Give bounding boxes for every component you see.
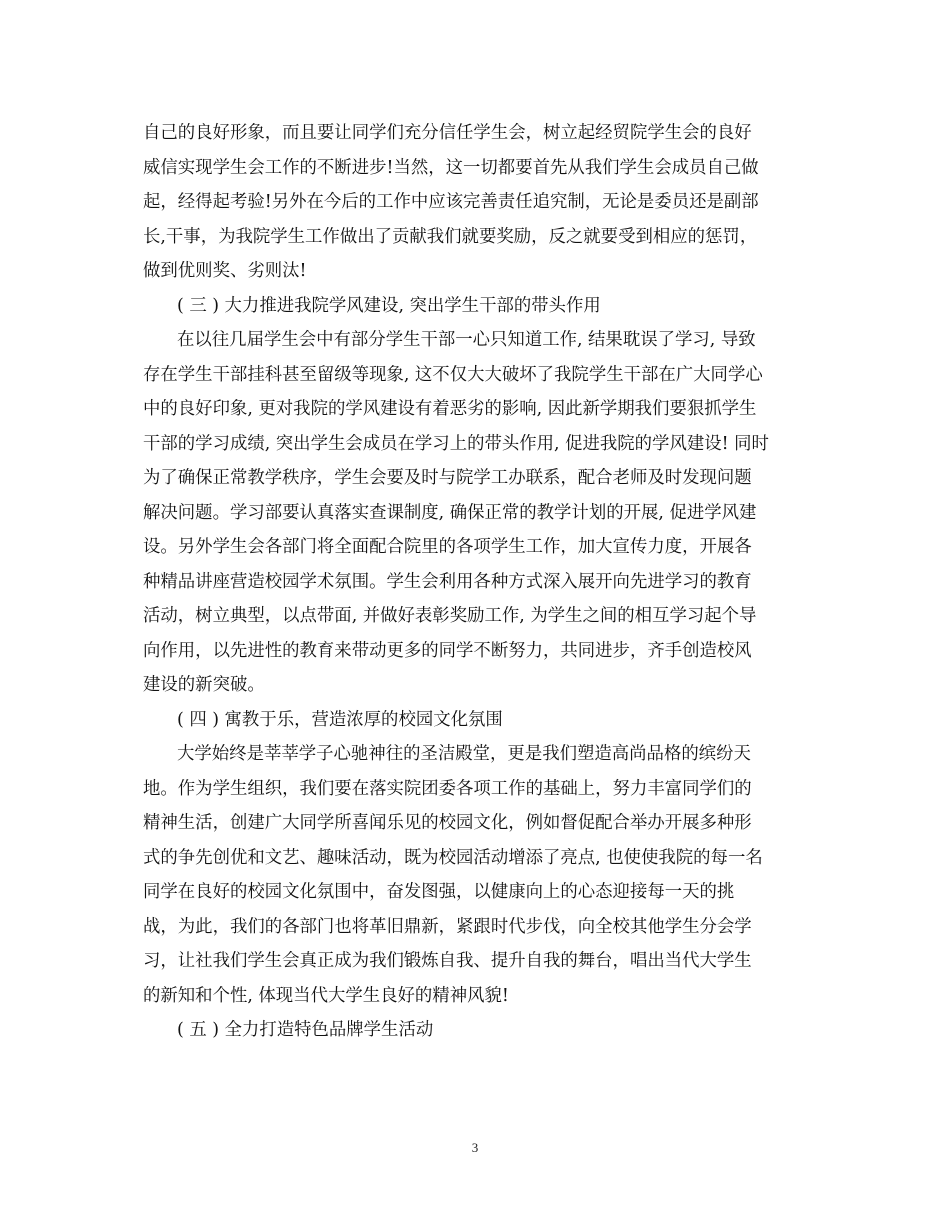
section-heading: ( 三 ) 大力推进我院学风建设, 突出学生干部的带头作用 [177,295,601,316]
text-line: 做到优则奖、劣则汰! [143,261,307,281]
page-number: 3 [471,1140,479,1155]
text-line: 的新知和个性, 体现当代大学生良好的精神风貌! [143,985,509,1006]
text-line: 精神生活，创建广大同学所喜闻乐见的校园文化，例如督促配合举办开展多种形 [143,813,752,833]
text-line: 威信实现学生会工作的不断进步!当然，这一切都要首先从我们学生会成员自己做 [143,157,759,178]
section-heading: ( 四 ) 寓教于乐，营造浓厚的校园文化氛围 [177,709,503,730]
text-line: 起，经得起考验!另外在今后的工作中应该完善责任追究制，无论是委员还是副部 [143,192,759,212]
text-line: 为了确保正常教学秩序，学生会要及时与院学工办联系，配合老师及时发现问题 [143,468,752,488]
text-line: 向作用，以先进性的教育来带动更多的同学不断努力，共同进步，齐手创造校风 [143,640,752,661]
text-line: 存在学生干部挂科甚至留级等现象, 这不仅大大破坏了我院学生干部在广大同学心 [143,364,763,385]
paragraph-first-line: 大学始终是莘莘学子心驰神往的圣洁殿堂，更是我们塑造高尚品格的缤纷天 [177,744,751,764]
text-line: 干部的学习成绩, 突出学生会成员在学习上的带头作用, 促进我院的学风建设! 同时 [143,433,769,454]
body-text [143,116,808,1048]
text-line: 解决问题。学习部要认真落实查课制度, 确保正常的教学计划的开展, 促进学风建 [143,502,757,523]
text-line: 式的争先创优和文艺、趣味活动，既为校园活动增添了亮点, 也使使我院的每一名 [143,847,763,868]
text-line: 自己的良好形象，而且要让同学们充分信任学生会，树立起经贸院学生会的良好 [143,123,752,143]
section-heading: ( 五 ) 全力打造特色品牌学生活动 [177,1020,434,1040]
text-line: 设。另外学生会各部门将全面配合院里的各项学生工作，加大宣传力度，开展各 [143,537,752,557]
text-line: 长,干事，为我院学生工作做出了贡献我们就要奖励，反之就要受到相应的惩罚， [143,226,758,247]
text-line: 种精品讲座营造校园学术氛围。学生会利用各种方式深入展开向先进学习的教育 [143,571,752,592]
text-line: 战，为此，我们的各部门也将革旧鼎新，紧跟时代步伐，向全校其他学生分会学 [143,916,752,937]
paragraph-first-line: 在以往几届学生会中有部分学生干部一心只知道工作, 结果耽误了学习, 导致 [177,330,756,350]
text-line: 同学在良好的校园文化氛围中，奋发图强，以健康向上的心态迎接每一天的挑 [143,882,735,902]
text-line: 活动，树立典型，以点带面, 并做好表彰奖励工作, 为学生之间的相互学习起个导 [143,606,757,626]
text-line: 建设的新突破。 [143,675,265,695]
text-line: 地。作为学生组织，我们要在落实院团委各项工作的基础上，努力丰富同学们的 [143,778,752,799]
text-line: 习，让社我们学生会真正成为我们锻炼自我、提升自我的舞台，唱出当代大学生 [143,951,752,971]
text-line: 中的良好印象, 更对我院的学风建设有着恶劣的影响, 因此新学期我们要狠抓学生 [143,399,757,419]
